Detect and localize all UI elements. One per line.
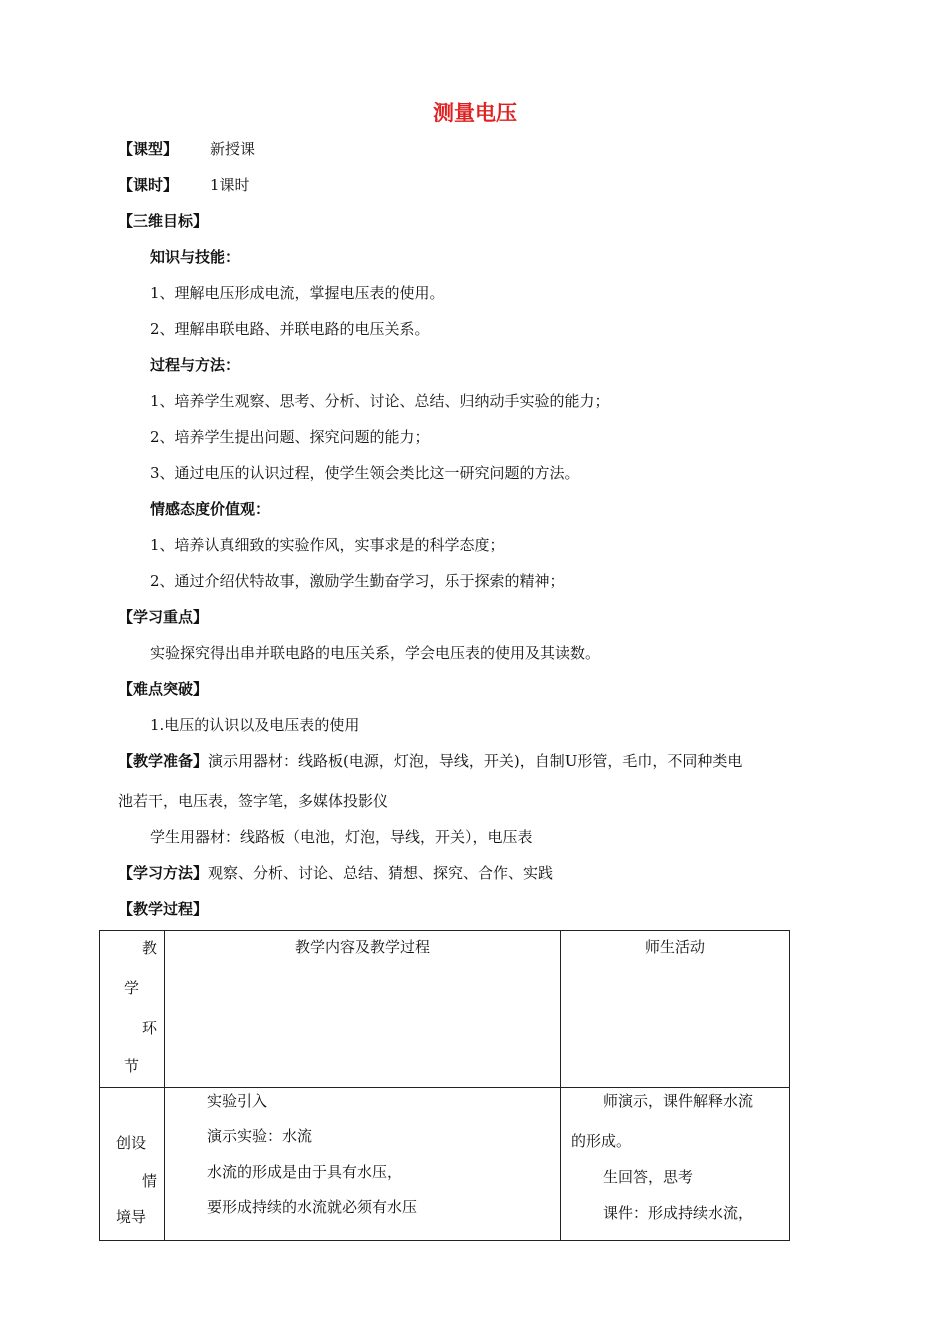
stage-header-cell	[100, 931, 165, 1088]
difficulty-heading: 【难点突破】	[118, 680, 209, 698]
content-line: 实验引入	[207, 1092, 268, 1110]
lesson-hours-value: 1课时	[210, 176, 250, 194]
activity-line: 生回答，思考	[603, 1168, 694, 1186]
activity-line: 的形成。	[571, 1132, 632, 1150]
knowledge-item: 2、理解串联电路、并联电路的电压关系。	[150, 320, 430, 338]
content-cell	[165, 1088, 561, 1241]
preparation-heading: 【教学准备】	[118, 752, 209, 770]
stage-header-char: 环	[142, 1019, 158, 1037]
key-points-heading: 【学习重点】	[118, 608, 209, 626]
content-line: 演示实验：水流	[207, 1127, 313, 1145]
process-item: 1、培养学生观察、思考、分析、讨论、总结、归纳动手实验的能力；	[150, 392, 610, 410]
activity-header: 师生活动	[644, 938, 705, 956]
stage-header-char: 教	[142, 939, 158, 957]
knowledge-heading: 知识与技能：	[150, 248, 241, 266]
activity-header-cell	[561, 931, 790, 1088]
process-item: 3、通过电压的认识过程，使学生领会类比这一研究问题的方法。	[150, 464, 580, 482]
document-title: 测量电压	[433, 101, 517, 125]
process-table-heading: 【教学过程】	[118, 900, 209, 918]
knowledge-item: 1、理解电压形成电流，掌握电压表的使用。	[150, 284, 445, 302]
content-line: 水流的形成是由于具有水压，	[207, 1163, 403, 1181]
attitude-heading: 情感态度价值观：	[150, 500, 271, 518]
content-header: 教学内容及教学过程	[294, 938, 430, 956]
lesson-hours-label: 【课时】	[118, 176, 179, 194]
preparation-line: 演示用器材：线路板(电源，灯泡，导线，开关)，自制U形管，毛巾，不同种类电	[208, 752, 743, 770]
method-row	[118, 862, 553, 884]
preparation-line: 学生用器材：线路板（电池，灯泡，导线，开关），电压表	[150, 828, 533, 846]
teaching-process-table	[99, 930, 790, 1241]
process-item: 2、培养学生提出问题、探究问题的能力；	[150, 428, 430, 446]
stage-header-char: 节	[124, 1057, 140, 1075]
lesson-type-label: 【课型】	[118, 140, 179, 158]
stage-cell	[100, 1088, 165, 1241]
table-row	[100, 1088, 790, 1241]
activity-cell	[561, 1088, 790, 1241]
goals-heading: 【三维目标】	[118, 212, 209, 230]
preparation-line: 池若干，电压表，签字笔，多媒体投影仪	[118, 792, 389, 810]
key-points-text: 实验探究得出串并联电路的电压关系，学会电压表的使用及其读数。	[150, 644, 601, 662]
content-line: 要形成持续的水流就必须有水压	[207, 1198, 418, 1216]
stage-char: 创设	[116, 1134, 147, 1152]
stage-header-char: 学	[124, 979, 140, 997]
attitude-item: 2、通过介绍伏特故事，激励学生勤奋学习，乐于探索的精神；	[150, 572, 565, 590]
attitude-item: 1、培养认真细致的实验作风，实事求是的科学态度；	[150, 536, 505, 554]
activity-line: 师演示，课件解释水流	[603, 1092, 754, 1110]
table-header-row	[100, 931, 790, 1088]
difficulty-text: 1.电压的认识以及电压表的使用	[150, 716, 360, 734]
activity-line: 课件：形成持续水流，	[603, 1204, 754, 1222]
stage-char: 境导	[116, 1208, 147, 1226]
stage-char: 情	[142, 1172, 158, 1190]
content-header-cell	[165, 931, 561, 1088]
method-text: 观察、分析、讨论、总结、猜想、探究、合作、实践	[208, 864, 554, 882]
process-heading: 过程与方法：	[150, 356, 241, 374]
method-heading: 【学习方法】	[118, 864, 209, 882]
preparation-row	[118, 750, 742, 772]
lesson-type-value: 新授课	[210, 140, 256, 158]
